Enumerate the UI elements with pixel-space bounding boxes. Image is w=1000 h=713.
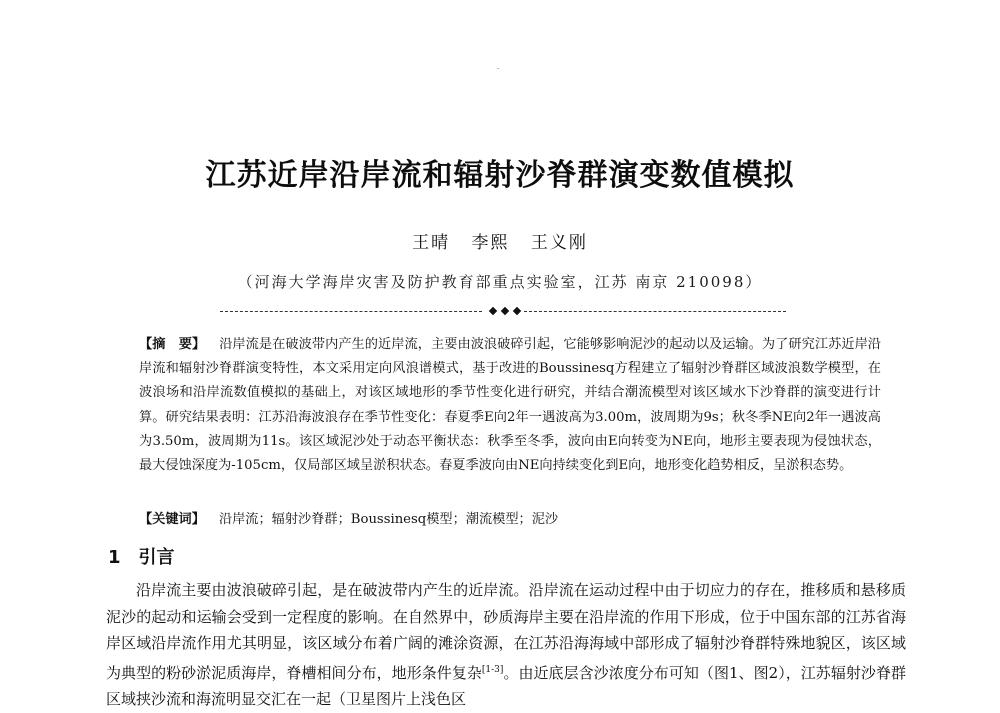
divider-dot <box>489 307 497 315</box>
keywords-label: 【关键词】 <box>139 512 205 527</box>
body-text-part-1: 沿岸流主要由波浪破碎引起，是在破波带内产生的近岸流。沿岸流在运动过程中由于切应力的存在，推移质和悬移质泥沙的起动和运输会受到一定程度的影响。在自然界中，砂质海岸主要在沿岸流的作用下形成，位于中国东部的江苏省海岸区域沿岸流作用尤其明显，该区域分布着广阔的滩涂资源，在江苏沿海海域中部形成了辐射沙脊群特殊地貌区，该区域为典型的粉砂淤泥质海岸，脊槽相间分布，地形条件复杂 <box>106 581 906 682</box>
abstract-paragraph <box>139 333 881 478</box>
divider-line-left <box>220 311 482 312</box>
keywords-text: 沿岸流；辐射沙脊群；Boussinesq模型；潮流模型；泥沙 <box>218 512 559 527</box>
keywords-block <box>139 508 881 527</box>
paper-title: 江苏近岸沿岸流和辐射沙脊群演变数值模拟 <box>205 158 795 193</box>
section-number: 1 <box>108 547 121 568</box>
author-list: 王晴 李熙 王义刚 <box>412 233 588 253</box>
ornamental-divider <box>220 307 786 317</box>
scan-speck <box>497 68 499 69</box>
abstract-block <box>139 333 881 478</box>
body-paragraph <box>106 577 906 713</box>
divider-dot <box>513 307 521 315</box>
section-heading <box>108 543 175 569</box>
body-text <box>106 577 906 713</box>
author-affiliation: （河海大学海岸灾害及防护教育部重点实验室，江苏 南京 210098） <box>237 273 763 291</box>
section-title: 引言 <box>138 547 175 568</box>
divider-dot <box>501 307 509 315</box>
body-text-part-2: 。由近底层含沙浓度分布可知（图1、图2），江苏辐射沙脊群区域挟沙流和海流明显交汇在一起（卫星图片上浅色区 <box>106 663 906 708</box>
divider-line-right <box>524 311 786 312</box>
abstract-label: 【摘 要】 <box>139 337 206 352</box>
citation-reference: [1-3] <box>481 664 504 675</box>
abstract-text: 沿岸流是在破波带内产生的近岸流，主要由波浪破碎引起，它能够影响泥沙的起动以及运输。为了研究江苏近岸沿岸流和辐射沙脊群演变特性，本文采用定向风浪谱模式，基于改进的Boussinesq方程建立了辐射沙脊群区域波浪数学模型，在波浪场和沿岸流数值模拟的基础上，对该区域地形的季节性变化进行研究，并结合潮流模型对该区域水下沙脊群的演变进行计算。研究结果表明：江苏沿海波浪存在季节性变化：春夏季E向2年一遇波高为3.00m，波周期为9s；秋冬季NE向2年一遇波高为3.50m，波周期为11s。该区域泥沙处于动态平衡状态：秋季至冬季，波向由E向转变为NE向，地形主要表现为侵蚀状态，最大侵蚀深度为-105cm，仅局部区域呈淤积状态。春夏季波向由NE向持续变化到E向，地形变化趋势相反，呈淤积态势。 <box>139 337 881 474</box>
